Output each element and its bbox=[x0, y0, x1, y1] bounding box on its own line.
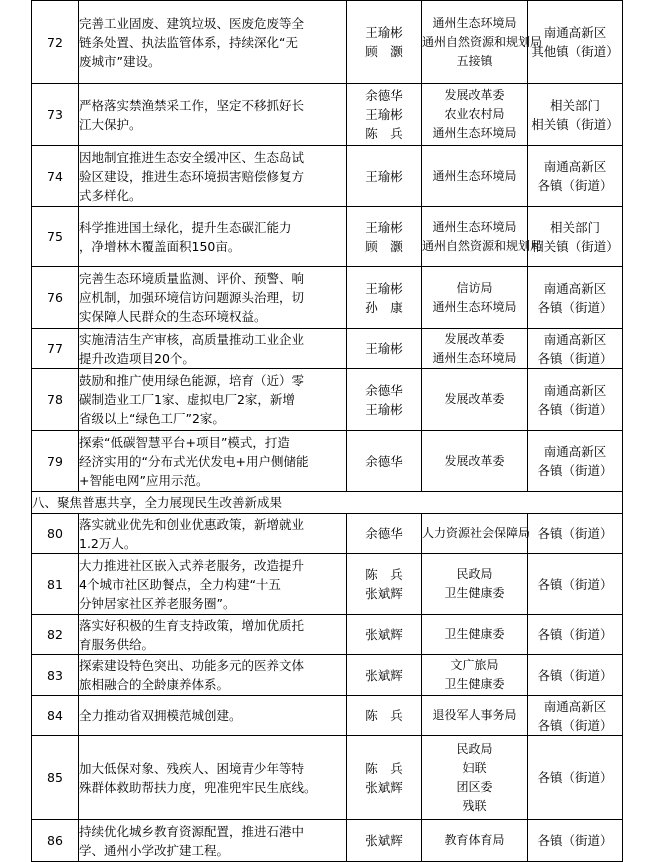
unit-name: 各镇（街道） bbox=[537, 627, 613, 642]
row-number: 81 bbox=[32, 554, 79, 615]
unit-name: 相关镇（街道） bbox=[531, 116, 619, 132]
unit-name: 各镇（街道） bbox=[537, 350, 613, 366]
leader-name: 张斌辉 bbox=[365, 586, 403, 601]
responsible-leaders bbox=[347, 267, 422, 329]
leader-name: 顾 灏 bbox=[365, 238, 403, 254]
department-name: 农业农村局 bbox=[444, 107, 505, 121]
task-description bbox=[79, 369, 347, 431]
department-name: 妇联 bbox=[462, 760, 487, 775]
lead-departments bbox=[422, 655, 528, 696]
responsible-leaders bbox=[347, 820, 422, 862]
unit-name: 南通高新区 bbox=[543, 331, 607, 347]
leader-name: 张斌辉 bbox=[365, 627, 403, 642]
leader-name: 张斌辉 bbox=[365, 779, 403, 795]
unit-name: 各镇（街道） bbox=[537, 526, 613, 541]
leader-name: 陈 兵 bbox=[365, 126, 403, 141]
row-number: 80 bbox=[32, 514, 79, 554]
department-name: 卫生健康委 bbox=[444, 627, 505, 641]
lead-departments bbox=[422, 267, 528, 329]
row-number: 79 bbox=[32, 431, 79, 492]
department-name: 文广旅局 bbox=[450, 658, 499, 672]
responsible-units bbox=[528, 615, 623, 655]
leader-name: 王瑜彬 bbox=[365, 107, 403, 122]
leader-name: 顾 灏 bbox=[365, 44, 403, 59]
responsible-leaders bbox=[347, 1, 422, 84]
department-name: 残联 bbox=[462, 798, 487, 813]
table-row bbox=[32, 554, 623, 615]
unit-name: 各镇（街道） bbox=[537, 833, 613, 848]
responsible-leaders bbox=[347, 514, 422, 554]
task-description bbox=[79, 267, 347, 329]
table-body-before bbox=[32, 1, 623, 492]
task-text: 落实就业优先和创业优惠政策，新增就业 1.2万人。 bbox=[79, 516, 305, 551]
task-description bbox=[79, 696, 347, 736]
lead-departments bbox=[422, 369, 528, 431]
responsible-leaders bbox=[347, 554, 422, 615]
department-name: 通州生态环境局 bbox=[432, 350, 517, 365]
lead-departments bbox=[422, 84, 528, 146]
responsible-units bbox=[528, 431, 623, 492]
responsible-units bbox=[528, 146, 623, 207]
responsible-leaders bbox=[347, 146, 422, 207]
unit-name: 南通高新区 bbox=[543, 382, 607, 398]
responsible-units bbox=[528, 554, 623, 615]
task-description bbox=[79, 1, 347, 84]
lead-departments bbox=[422, 554, 528, 615]
responsible-leaders bbox=[347, 696, 422, 736]
lead-departments bbox=[422, 514, 531, 554]
task-text: 全力推动省双拥模范城创建。 bbox=[79, 708, 242, 723]
lead-departments bbox=[422, 329, 528, 369]
table-row bbox=[32, 207, 623, 267]
lead-departments bbox=[422, 696, 528, 736]
department-name: 通州生态环境局 bbox=[432, 168, 517, 183]
leader-name: 王瑜彬 bbox=[365, 401, 403, 417]
responsible-leaders bbox=[347, 655, 422, 696]
department-name: 发展改革委 bbox=[444, 88, 505, 102]
row-number: 73 bbox=[32, 84, 79, 146]
table-row bbox=[32, 329, 623, 369]
task-text: 实施清洁生产审核，高质量推动工业企业 提升改造项目20个。 bbox=[79, 331, 305, 366]
lead-departments bbox=[422, 207, 543, 267]
section-title: 八、聚焦普惠共享，全力展现民生改善新成果 bbox=[32, 492, 623, 514]
table-row bbox=[32, 431, 623, 492]
lead-departments bbox=[422, 431, 528, 492]
department-name: 退役军人事务局 bbox=[432, 708, 517, 722]
row-number: 82 bbox=[32, 615, 79, 655]
task-description bbox=[79, 329, 347, 369]
lead-departments bbox=[422, 615, 528, 655]
task-description bbox=[79, 655, 347, 696]
task-text: 因地制宜推进生态安全缓冲区、生态岛试 验区建设，推进生态环境损害赔偿修复方 式多样化。 bbox=[79, 149, 305, 203]
responsible-units bbox=[528, 369, 623, 431]
leader-name: 余德华 bbox=[365, 453, 403, 469]
table-row bbox=[32, 1, 623, 84]
leader-name: 陈 兵 bbox=[365, 708, 403, 723]
task-text: 完善生态环境质量监测、评价、预警、响 应机制，加强环境信访问题源头治理，切 实保障人民群众的生态环境权益。 bbox=[79, 271, 305, 324]
task-text: 完善工业固废、建筑垃圾、医废危废等全 链条处置、执法监管体系，持续深化“无 废城市”建设。 bbox=[79, 15, 305, 69]
department-name: 发展改革委 bbox=[444, 331, 505, 346]
table-row bbox=[32, 655, 623, 696]
unit-name: 各镇（街道） bbox=[537, 667, 613, 683]
unit-name: 其他镇（街道） bbox=[531, 44, 619, 59]
unit-name: 各镇（街道） bbox=[537, 770, 613, 785]
department-name: 五接镇 bbox=[456, 53, 493, 68]
table-row bbox=[32, 696, 623, 736]
department-name: 民政局 bbox=[456, 741, 493, 756]
task-description bbox=[79, 736, 347, 820]
department-name: 通州生态环境局 bbox=[432, 126, 517, 140]
task-text: 科学推进国土绿化，提升生态碳汇能力 ，净增林木覆盖面积150亩。 bbox=[79, 219, 292, 254]
task-description bbox=[79, 514, 347, 554]
responsible-units bbox=[528, 267, 623, 329]
responsible-units bbox=[528, 736, 623, 820]
leader-name: 陈 兵 bbox=[365, 760, 403, 776]
task-text: 探索“低碳智慧平台+项目”模式，打造 经济实用的“分布式光伏发电+用户侧储能 +智能电网”应用示范。 bbox=[79, 434, 309, 488]
task-text: 持续优化城乡教育资源配置，推进石港中 学、通州小学改扩建工程。 bbox=[79, 823, 305, 858]
responsible-leaders bbox=[347, 207, 422, 267]
unit-name: 南通高新区 bbox=[543, 698, 607, 714]
department-name: 教育体育局 bbox=[444, 833, 505, 847]
leader-name: 余德华 bbox=[365, 526, 403, 541]
row-number: 77 bbox=[32, 329, 79, 369]
table-row bbox=[32, 369, 623, 431]
table-body-after bbox=[32, 514, 623, 862]
department-name: 通州生态环境局 bbox=[432, 15, 517, 30]
section-header-block bbox=[32, 492, 623, 514]
department-name: 卫生健康委 bbox=[444, 586, 505, 600]
department-name: 通州自然资源和规划局 bbox=[422, 34, 543, 49]
lead-departments bbox=[422, 736, 528, 820]
leader-name: 张斌辉 bbox=[365, 833, 403, 848]
leader-name: 孙 康 bbox=[365, 299, 403, 315]
table-row bbox=[32, 146, 623, 207]
row-number: 75 bbox=[32, 207, 79, 267]
task-description bbox=[79, 84, 347, 146]
row-number: 72 bbox=[32, 1, 79, 84]
task-text: 探索建设特色突出、功能多元的医养文体 旅相融合的全龄康养体系。 bbox=[79, 658, 305, 692]
task-description bbox=[79, 207, 347, 267]
responsible-leaders bbox=[347, 84, 422, 146]
task-text: 加大低保对象、残疾人、困境青少年等特 殊群体救助帮扶力度，兜准兜牢民生底线。 bbox=[79, 760, 317, 795]
department-name: 团区委 bbox=[456, 779, 493, 794]
row-number: 74 bbox=[32, 146, 79, 207]
responsible-leaders bbox=[347, 369, 422, 431]
leader-name: 王瑜彬 bbox=[365, 280, 403, 296]
responsible-leaders bbox=[347, 736, 422, 820]
table-row bbox=[32, 736, 623, 820]
leader-name: 王瑜彬 bbox=[365, 25, 403, 40]
unit-name: 各镇（街道） bbox=[537, 401, 613, 417]
responsible-units bbox=[528, 820, 623, 862]
row-number: 83 bbox=[32, 655, 79, 696]
unit-name: 各镇（街道） bbox=[537, 717, 613, 733]
row-number: 85 bbox=[32, 736, 79, 820]
responsible-units bbox=[528, 514, 623, 554]
responsible-units bbox=[528, 207, 623, 267]
unit-name: 各镇（街道） bbox=[537, 299, 613, 315]
unit-name: 南通高新区 bbox=[543, 280, 607, 296]
row-number: 86 bbox=[32, 820, 79, 862]
table-row bbox=[32, 514, 623, 554]
responsible-units bbox=[528, 696, 623, 736]
row-number: 76 bbox=[32, 267, 79, 329]
task-text: 鼓励和推广使用绿色能源，培育（近）零 碳制造业工厂1家、虚拟电厂2家，新增 省级以上“绿色工厂”2家。 bbox=[79, 373, 305, 426]
unit-name: 南通高新区 bbox=[543, 444, 607, 459]
leader-name: 张斌辉 bbox=[365, 667, 403, 683]
department-name: 人力资源社会保障局 bbox=[422, 526, 531, 540]
department-name: 发展改革委 bbox=[444, 392, 505, 406]
task-text: 严格落实禁渔禁采工作，坚定不移抓好长 江大保护。 bbox=[79, 97, 305, 132]
leader-name: 余德华 bbox=[365, 88, 403, 103]
leader-name: 王瑜彬 bbox=[365, 219, 403, 235]
responsible-leaders bbox=[347, 329, 422, 369]
task-description bbox=[79, 615, 347, 655]
task-text: 落实好积极的生育支持政策，增加优质托 育服务供给。 bbox=[79, 617, 305, 652]
lead-departments bbox=[422, 1, 543, 84]
department-name: 通州自然资源和规划局 bbox=[422, 238, 543, 253]
responsible-units bbox=[528, 1, 623, 84]
department-name: 卫生健康委 bbox=[444, 677, 505, 691]
leader-name: 王瑜彬 bbox=[365, 341, 403, 356]
unit-name: 南通高新区 bbox=[543, 25, 607, 40]
responsible-units bbox=[528, 329, 623, 369]
table-row bbox=[32, 84, 623, 146]
row-number: 84 bbox=[32, 696, 79, 736]
unit-name: 各镇（街道） bbox=[537, 463, 613, 478]
task-description bbox=[79, 554, 347, 615]
department-name: 民政局 bbox=[456, 567, 493, 581]
table-row bbox=[32, 615, 623, 655]
responsible-leaders bbox=[347, 615, 422, 655]
task-table bbox=[31, 0, 623, 862]
department-name: 发展改革委 bbox=[444, 453, 505, 468]
task-description bbox=[79, 820, 347, 862]
responsible-units bbox=[528, 655, 623, 696]
responsible-units bbox=[528, 84, 623, 146]
row-number: 78 bbox=[32, 369, 79, 431]
section-row bbox=[32, 492, 623, 514]
lead-departments bbox=[422, 146, 528, 207]
leader-name: 陈 兵 bbox=[365, 567, 403, 582]
responsible-leaders bbox=[347, 431, 422, 492]
unit-name: 各镇（街道） bbox=[537, 178, 613, 193]
table-row bbox=[32, 820, 623, 862]
unit-name: 南通高新区 bbox=[543, 159, 607, 174]
department-name: 通州生态环境局 bbox=[432, 219, 517, 234]
department-name: 信访局 bbox=[456, 280, 493, 295]
unit-name: 相关部门 bbox=[549, 219, 600, 235]
unit-name: 相关镇（街道） bbox=[531, 238, 619, 254]
task-description bbox=[79, 431, 347, 492]
unit-name: 相关部门 bbox=[549, 97, 600, 113]
task-description bbox=[79, 146, 347, 207]
leader-name: 王瑜彬 bbox=[365, 168, 403, 184]
leader-name: 余德华 bbox=[365, 382, 403, 398]
unit-name: 各镇（街道） bbox=[537, 576, 613, 592]
task-text: 大力推进社区嵌入式养老服务，改造提升 4个城市社区助餐点，全力构建“十五 分钟居家社区养老服务圈”。 bbox=[79, 557, 305, 611]
table-row bbox=[32, 267, 623, 329]
department-name: 通州生态环境局 bbox=[432, 299, 517, 314]
lead-departments bbox=[422, 820, 528, 862]
